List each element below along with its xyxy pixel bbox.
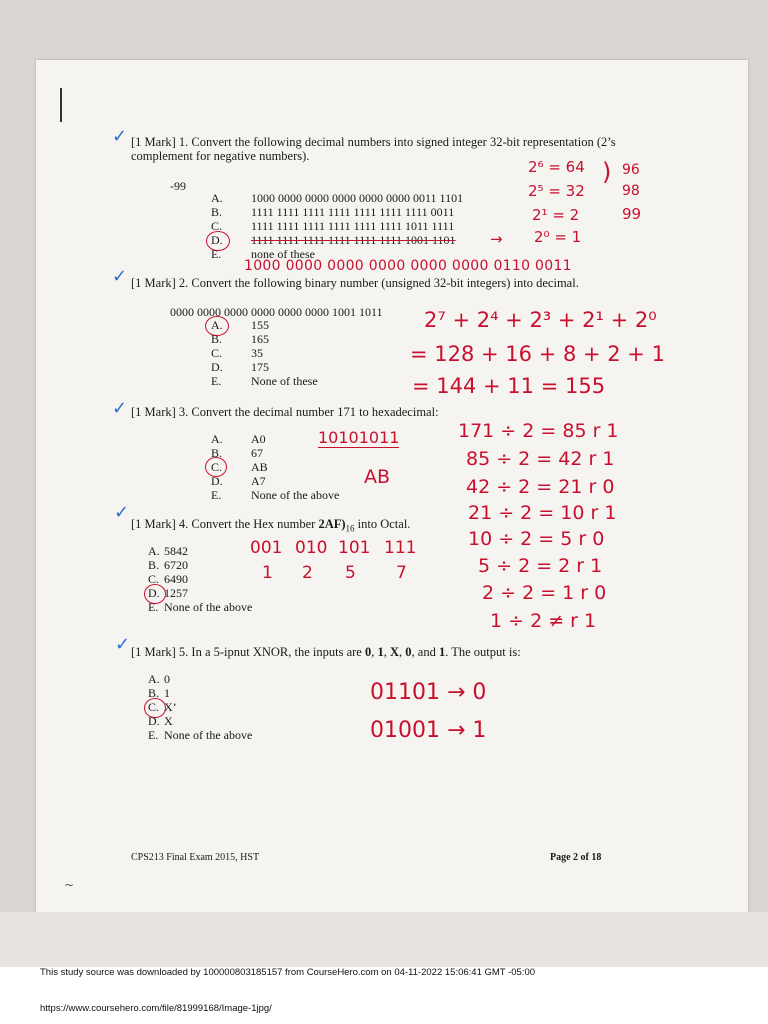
question-2-text: [1 Mark] 2. Convert the following binary number (unsigned 32-bit integers) into decimal. (131, 276, 579, 290)
option-letter: D. (211, 360, 223, 374)
scribble-mark: ~ (64, 878, 75, 892)
option-letter: E. (211, 488, 222, 502)
q1-option-c[interactable] (211, 219, 454, 233)
check-mark-icon: ✓ (115, 634, 131, 655)
hw-q4-digit-3: 5 (345, 563, 356, 583)
hw-q4-digit-2: 2 (302, 563, 313, 583)
hw-q2-line-3: = 144 + 11 = 155 (412, 374, 606, 398)
option-text: AB (251, 460, 268, 474)
question-4-hex: 2AF) (318, 517, 346, 531)
hw-q5-line-1: 01101 → 0 (370, 680, 487, 705)
hw-q1-sum-2: 98 (622, 183, 640, 199)
option-letter: A. (148, 544, 160, 558)
hw-q1-power-3: 2¹ = 2 (532, 206, 580, 224)
option-text: 1111 1111 1111 1111 1111 1111 1001 1101 (251, 233, 456, 247)
option-text: 1257 (164, 586, 188, 600)
option-letter: E. (148, 600, 159, 614)
option-letter: E. (148, 728, 159, 742)
q1-option-a[interactable] (211, 191, 463, 205)
option-letter: E. (211, 247, 222, 261)
option-text: 1 (164, 686, 170, 700)
hw-q1-arrow: → (490, 230, 503, 248)
answer-circle-q4 (144, 584, 166, 604)
option-letter: C. (211, 460, 223, 474)
hw-q4-group-1: 001 (250, 538, 283, 558)
scan-bottom-band (0, 912, 768, 967)
option-text: 67 (251, 446, 263, 460)
option-text: 0 (164, 672, 170, 686)
option-text: none of these (251, 247, 315, 261)
question-4-text (131, 517, 461, 536)
question-5-prefix: [1 Mark] 5. In a 5-ipnut XNOR, the inputs are (131, 645, 365, 659)
q3-option-e[interactable] (211, 488, 339, 502)
question-5-suffix: . The output is: (445, 645, 521, 659)
exam-footer-title: CPS213 Final Exam 2015, HST (131, 852, 260, 863)
q4-option-e[interactable] (148, 600, 252, 614)
page-edge-mark (60, 88, 62, 122)
answer-circle-q1 (206, 231, 230, 251)
answer-circle-q3 (205, 457, 227, 477)
hw-q3-div-3: 42 ÷ 2 = 21 r 0 (466, 476, 615, 498)
option-text: 5842 (164, 544, 188, 558)
option-letter: A. (148, 672, 160, 686)
hw-q3-answer: AB (364, 466, 391, 488)
q5-option-e[interactable] (148, 728, 252, 742)
answer-circle-q5 (144, 698, 166, 718)
hw-q3-div-5: 10 ÷ 2 = 5 r 0 (468, 528, 605, 550)
option-letter: C. (148, 700, 160, 714)
option-text: 1111 1111 1111 1111 1111 1111 1011 1111 (251, 219, 455, 233)
option-letter: B. (211, 332, 223, 346)
option-text: X (164, 714, 173, 728)
hw-q1-brace: ) (602, 158, 612, 186)
question-5-input: 0 (364, 645, 372, 659)
question-1-text: [1 Mark] 1. Convert the following decimal numbers into signed integer 32-bit representation (2’s complement for negative numbers). (131, 135, 616, 163)
option-letter: A. (211, 318, 223, 332)
question-1-given: -99 (170, 179, 186, 193)
hw-q1-sum-3: 99 (622, 205, 642, 223)
hw-q1-binary: 1000 0000 0000 0000 0000 0000 0110 0011 (244, 258, 572, 274)
option-letter: C. (148, 572, 160, 586)
option-text: 1000 0000 0000 0000 0000 0000 0011 1101 (251, 191, 464, 205)
option-letter: A. (211, 191, 223, 205)
hw-q3-binary: 10101011 (318, 428, 400, 447)
option-text: 1111 1111 1111 1111 1111 1111 1111 0011 (251, 205, 455, 219)
option-letter: E. (211, 374, 222, 388)
option-text: X’ (164, 700, 177, 714)
q2-option-e[interactable] (211, 374, 318, 388)
hw-q4-digit-1: 1 (262, 563, 273, 583)
option-letter: C. (211, 346, 223, 360)
option-letter: D. (148, 714, 160, 728)
hw-q1-power-1: 2⁶ = 64 (528, 158, 585, 176)
option-letter: D. (211, 233, 223, 247)
option-letter: B. (211, 205, 223, 219)
question-4-suffix: into Octal. (354, 517, 411, 531)
option-letter: D. (148, 586, 160, 600)
question-5-input: X (389, 645, 400, 659)
option-text: A7 (251, 474, 266, 488)
download-source-text: This study source was downloaded by 100000803185157 from CourseHero.com on 04-11-2022 15:06:41 GMT -05:00 (40, 967, 536, 978)
hw-q3-div-4: 21 ÷ 2 = 10 r 1 (468, 502, 617, 524)
hw-q4-digit-4: 7 (396, 563, 407, 583)
hw-q2-line-2: = 128 + 16 + 8 + 2 + 1 (410, 342, 665, 366)
option-text: 155 (251, 318, 269, 332)
q4-option-b[interactable] (148, 558, 188, 572)
option-letter: D. (211, 474, 223, 488)
hw-q4-group-3: 101 (338, 538, 371, 558)
source-url-link[interactable]: https://www.coursehero.com/file/81999168/Image-1jpg/ (40, 1003, 272, 1014)
q2-option-c[interactable] (211, 346, 263, 360)
hw-q4-group-4: 111 (384, 538, 417, 558)
hw-q5-line-2: 01001 → 1 (370, 718, 487, 743)
q2-option-d[interactable] (211, 360, 269, 374)
question-4-base: 16 (345, 523, 355, 534)
check-mark-icon: ✓ (114, 502, 130, 523)
question-5-text: [1 Mark] 5. In a 5-ipnut XNOR, the inputs are 0, 1, X, 0, and 1. The output is: (131, 645, 521, 659)
hw-q3-div-2: 85 ÷ 2 = 42 r 1 (466, 448, 615, 470)
hw-q4-group-2: 010 (295, 538, 328, 558)
hw-q3-div-6: 5 ÷ 2 = 2 r 1 (478, 555, 603, 577)
option-text: None of the above (251, 488, 340, 502)
option-text: 175 (251, 360, 269, 374)
question-5-input: 1 (377, 645, 384, 659)
option-text: 6490 (164, 572, 188, 586)
check-mark-icon: ✓ (112, 266, 128, 287)
option-text: None of the above (164, 600, 253, 614)
hw-q3-div-8: 1 ÷ 2 ≠ r 1 (490, 610, 597, 632)
check-mark-icon: ✓ (112, 126, 128, 147)
hw-q1-power-2: 2⁵ = 32 (528, 182, 585, 200)
option-text: 35 (251, 346, 263, 360)
hw-q2-line-1: 2⁷ + 2⁴ + 2³ + 2¹ + 2⁰ (424, 308, 657, 332)
question-3-text: [1 Mark] 3. Convert the decimal number 171 to hexadecimal: (131, 405, 439, 419)
question-4-prefix: [1 Mark] 4. Convert the Hex number (131, 517, 319, 531)
page-number: Page 2 of 18 (550, 852, 602, 863)
option-letter: B. (148, 686, 160, 700)
question-2-given: 0000 0000 0000 0000 0000 0000 1001 1011 (170, 305, 383, 319)
option-text: 165 (251, 332, 269, 346)
question-5-input: 1 (438, 645, 446, 659)
option-letter: B. (148, 558, 160, 572)
option-text: 6720 (164, 558, 188, 572)
q1-option-d[interactable] (211, 233, 456, 247)
option-letter: C. (211, 219, 223, 233)
option-letter: A. (211, 432, 223, 446)
option-text: None of the above (164, 728, 253, 742)
answer-circle-q2 (205, 316, 229, 336)
exam-page (36, 60, 748, 912)
option-text: None of these (251, 374, 318, 388)
q5-option-a[interactable] (148, 672, 170, 686)
option-text: A0 (251, 432, 266, 446)
q3-option-a[interactable] (211, 432, 266, 446)
q1-option-b[interactable] (211, 205, 454, 219)
hw-q3-div-7: 2 ÷ 2 = 1 r 0 (482, 582, 607, 604)
q4-option-a[interactable] (148, 544, 188, 558)
hw-q3-div-1: 171 ÷ 2 = 85 r 1 (458, 420, 619, 442)
hw-q1-sum-1: 96 (622, 162, 640, 178)
option-letter: B. (211, 446, 223, 460)
question-5-input: 0 (405, 645, 412, 659)
hw-q1-power-4: 2⁰ = 1 (534, 228, 582, 246)
check-mark-icon: ✓ (112, 398, 128, 419)
